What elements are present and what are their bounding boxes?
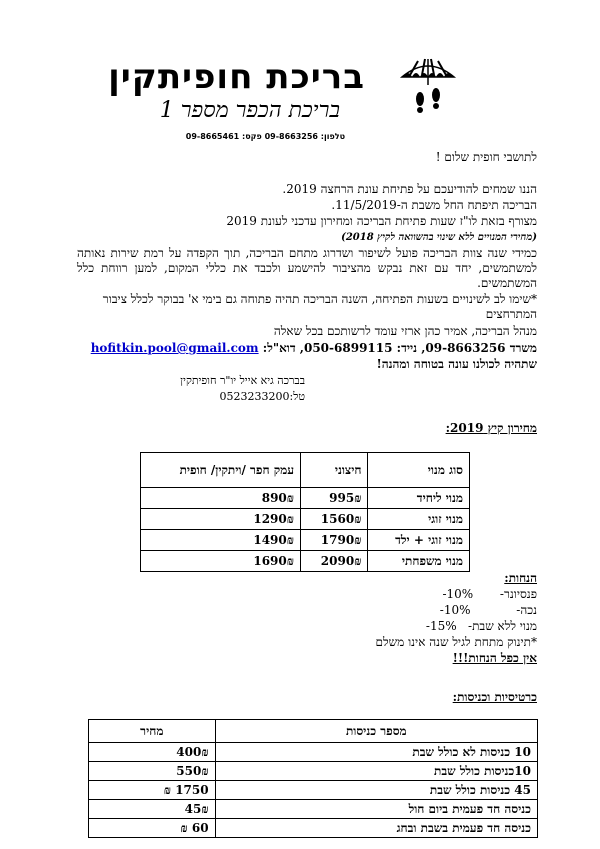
table-row — [141, 509, 470, 530]
table-header: סוג מנוי — [368, 453, 470, 488]
table-cell: 45 כניסות כולל שבת — [215, 781, 537, 800]
price-table — [140, 452, 470, 572]
table-cell: 995₪ — [301, 488, 368, 509]
price-list-heading: מחירון קיץ 2019: — [445, 421, 537, 435]
letter-manager-line: מנהל הבריכה, אמיר כהן ארזי עומד לרשותכם בכל שאלה — [273, 324, 537, 338]
table-header-row — [89, 720, 538, 743]
table-cell: 60 ₪ — [89, 819, 216, 838]
umbrella-footprints-logo-icon — [398, 55, 458, 115]
table-cell: 2090₪ — [301, 551, 368, 572]
table-header: עמק חפר /ויתקין/ חופית — [141, 453, 301, 488]
signature-phone: טל:0523233200 — [219, 390, 305, 403]
table-cell: כניסה חד פעמית ביום חול — [215, 800, 537, 819]
table-header: חיצוני — [301, 453, 368, 488]
table-cell: מנוי משפחתי — [368, 551, 470, 572]
table-row — [89, 800, 538, 819]
letter-contact-line — [77, 341, 537, 356]
table-cell: 1750 ₪ — [89, 781, 216, 800]
discount-item: פנסיונר- 10%- — [442, 587, 537, 601]
pool-subtitle: בריכת הכפר מספר 1 — [159, 98, 340, 123]
letter-line-1: הננו שמחים להודיעכם על פתיחת עונת הרחצה 2019. — [282, 182, 537, 196]
table-cell: 1490₪ — [141, 530, 301, 551]
discount-note: *תינוק מתחת לגיל שנה אינו משלם — [375, 635, 537, 649]
greeting: לתושבי חופית שלום ! — [435, 150, 537, 164]
table-cell: 550₪ — [89, 762, 216, 781]
table-row — [89, 762, 538, 781]
pool-title: בריכת חופיתקין — [108, 57, 365, 97]
table-row — [89, 743, 538, 762]
discount-item: מנוי ללא שבת- 15%- — [425, 619, 537, 633]
table-cell: 10כניסות כולל שבת — [215, 762, 537, 781]
table-cell: מנוי ליחיד — [368, 488, 470, 509]
table-cell: 1290₪ — [141, 509, 301, 530]
tickets-heading: כרטיסיות וכניסות: — [452, 690, 537, 704]
letter-line-3: מצורף בזאת לו"ז שעות פתיחת הבריכה ומחירון עדכני לעונת 2019 — [226, 214, 537, 228]
letter-note-prices: (מחירי המנויים ללא שינוי בהשוואה לקיץ 2018) — [341, 232, 537, 243]
table-row — [89, 819, 538, 838]
email-link[interactable]: hofitkin.pool@gmail.com — [90, 341, 259, 355]
letter-wish: שתהיה לכולנו עונה בטוחה ומהנה! — [376, 357, 537, 371]
letter-paragraph-service: כמידי שנה צוות הבריכה פועל לשיפור ושדרוג מתחם הבריכה, תוך הקפדה על רמת שירות נאותה למשתמשים, יחד עם זאת נבקש מהציבור להישמע ולכבד את כללי המקום, למען רווחת כלל המשתמשים. — [77, 246, 538, 290]
table-cell: 1560₪ — [301, 509, 368, 530]
tickets-table — [88, 719, 538, 838]
table-row — [89, 781, 538, 800]
signature-name: בברכה גיא אייל יו"ר חופיתקין — [180, 374, 305, 387]
table-cell: כניסה חד פעמית בשבת ובחג — [215, 819, 537, 838]
table-row — [141, 530, 470, 551]
table-cell: 10 כניסות לא כולל שבת — [215, 743, 537, 762]
table-cell: 45₪ — [89, 800, 216, 819]
table-cell: 1690₪ — [141, 551, 301, 572]
letter-line-2: הבריכה תיפתח החל משבת ה-11/5/2019. — [331, 198, 537, 212]
discount-item: נכה- 10%- — [439, 603, 537, 617]
contact-numbers: טלפון: 09-8663256 פקס: 09-8665461 — [185, 132, 345, 141]
table-row — [141, 488, 470, 509]
table-header-row — [141, 453, 470, 488]
table-row — [141, 551, 470, 572]
table-cell: 1790₪ — [301, 530, 368, 551]
table-cell: מנוי זוגי — [368, 509, 470, 530]
table-cell: מנוי זוגי + ילד — [368, 530, 470, 551]
discounts-heading: הנחות: — [504, 571, 537, 585]
table-cell: 890₪ — [141, 488, 301, 509]
table-cell: 400₪ — [89, 743, 216, 762]
table-header: מספר כניסות — [215, 720, 537, 743]
letter-paragraph-hours: *שימו לב לשינויים בשעות הפתיחה, השנה הבריכה תהיה פתוחה גם בימי א' בבוקר לכלל ציבור המתרחצים — [102, 292, 537, 321]
no-double-discount: אין כפל הנחות!!! — [452, 651, 537, 665]
contact-phones: משרד 09-8663256, נייד: 050-6899115, דוא"ל: — [262, 341, 537, 355]
table-header: מחיר — [89, 720, 216, 743]
